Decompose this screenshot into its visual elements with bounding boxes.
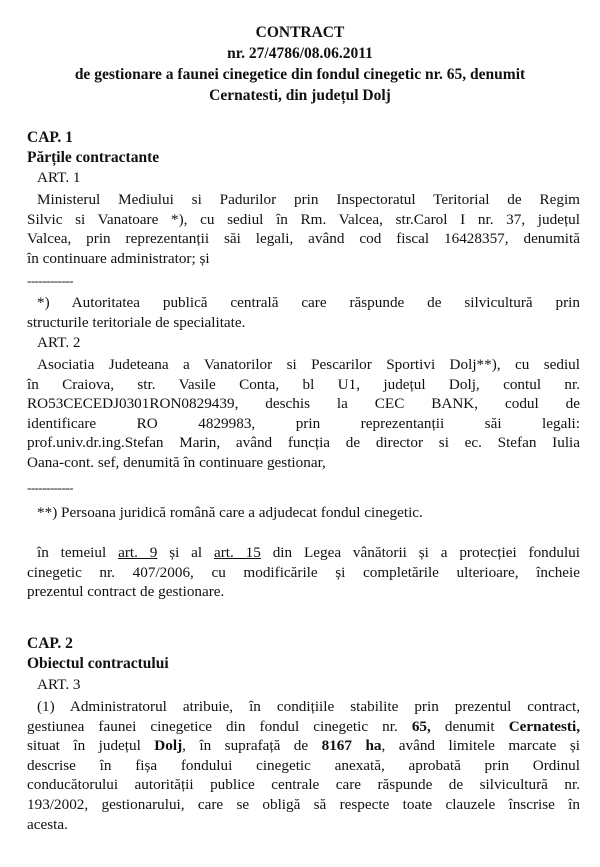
chapter-2-subtitle: Obiectul contractului	[27, 655, 169, 672]
article-1-line: Silvic si Vanatoare *), cu sediul în Rm. Valcea, str.Carol I nr. 37, județul	[27, 210, 580, 228]
article-3-line: conducătorului autorității publice centrale care răspunde de silvicultură nr.	[27, 776, 580, 794]
footnote-2: **) Persoana juridică română care a adjudecat fondul cinegetic.	[37, 504, 423, 521]
article-2-line: RO53CECEDJ0301RON0829439, deschis la CEC BANK, codul de	[27, 395, 580, 413]
footnote-1	[27, 293, 580, 332]
article-2-line: prof.univ.dr.ing.Stefan Marin, având funcția de director si ec. Stefan Iulia	[27, 434, 580, 452]
preamble-line: în temeiul art. 9 și al art. 15 din Legea vânătorii și a protecției fondului	[37, 544, 580, 561]
article-2-line: Asociatia Judeteana a Vanatorilor si Pescarilor Sportivi Dolj**), cu sediul	[37, 356, 580, 373]
article-3-line: descrise în fișa fondului cinegetic anexată, aprobată prin Ordinul	[27, 756, 580, 774]
footnote-1-line: *) Autoritatea publică centrală care răspunde de silvicultură prin	[37, 294, 580, 311]
article-1-line: Valcea, prin reprezentanții săi legali, având cod fiscal 16428357, denumită	[27, 230, 580, 248]
chapter-1-title: CAP. 1	[27, 129, 73, 146]
preamble-line: cinegetic nr. 407/2006, cu modificările și completările ulterioare, încheie	[27, 563, 580, 581]
contract-title: CONTRACT	[255, 24, 345, 41]
article-2-label: ART. 2	[37, 334, 81, 351]
article-3-line: gestiunea faunei cinegetice din fondul cinegetic nr. 65, denumit Cernatesti,	[27, 717, 580, 735]
article-2-line: Oana-cont. sef, denumită în continuare gestionar,	[27, 453, 326, 471]
law-article-link[interactable]: art. 15	[214, 544, 261, 561]
article-2-line: identificare RO 4829983, prin reprezentanții săi legali:	[27, 414, 580, 432]
chapter-2-title: CAP. 2	[27, 635, 73, 652]
article-3-line: (1) Administratorul atribuie, în condițiile stabilite prin prezentul contract,	[37, 698, 580, 715]
contract-header	[0, 22, 600, 106]
law-article-link[interactable]: art. 9	[118, 544, 158, 561]
contract-subject-location: Cernatesti, din județul Dolj	[209, 87, 391, 104]
preamble-line: prezentul contract de gestionare.	[27, 583, 225, 601]
article-1-body	[27, 190, 580, 268]
article-3-line: situat în județul Dolj, în suprafață de 8167 ha, având limitele marcate și	[27, 737, 580, 755]
footnote-separator: ------------	[27, 273, 73, 288]
article-3-body	[27, 697, 580, 834]
article-3-label: ART. 3	[37, 676, 81, 693]
contract-subject-line: de gestionare a faunei cinegetice din fondul cinegetic nr. 65, denumit	[74, 66, 526, 83]
preamble-paragraph	[27, 543, 580, 602]
article-1-label: ART. 1	[37, 169, 81, 186]
article-2-body	[27, 355, 580, 473]
article-3-line: 193/2002, gestionarului, care se obligă să respecte toate clauzele înscrise în	[27, 795, 580, 813]
contract-number: nr. 27/4786/08.06.2011	[227, 45, 373, 62]
article-1-line: în continuare administrator; și	[27, 249, 210, 267]
chapter-1-subtitle: Părțile contractante	[27, 149, 160, 166]
article-1-line: Ministerul Mediului si Padurilor prin Inspectoratul Teritorial de Regim	[37, 191, 580, 208]
footnote-1-line: structurile teritoriale de specialitate.	[27, 313, 246, 331]
article-2-line: în Craiova, str. Vasile Conta, bl U1, județul Dolj, contul nr.	[27, 375, 580, 393]
article-3-line: acesta.	[27, 815, 68, 833]
footnote-separator: ------------	[27, 480, 73, 495]
